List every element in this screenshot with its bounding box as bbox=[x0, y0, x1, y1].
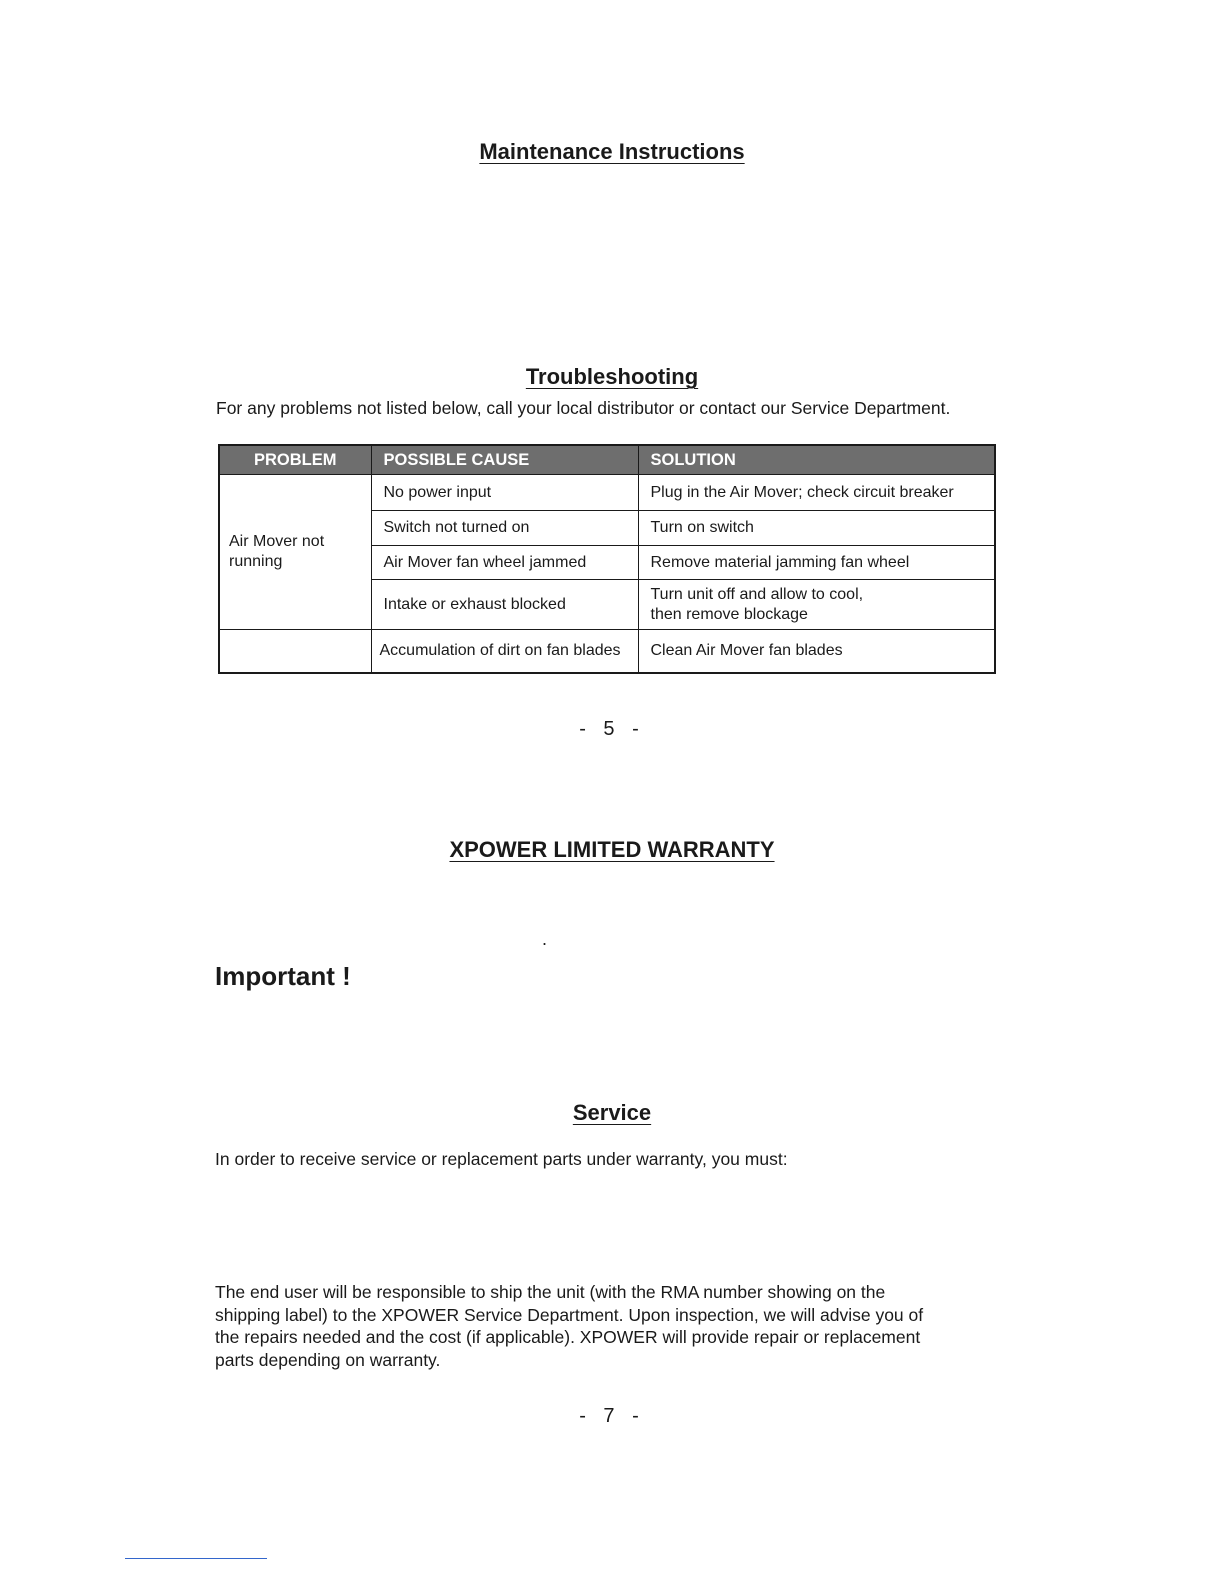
service-intro: In order to receive service or replacement parts under warranty, you must: bbox=[215, 1149, 788, 1169]
cause-cell: No power input bbox=[371, 475, 638, 511]
cause-cell: Air Mover fan wheel jammed bbox=[371, 546, 638, 580]
warranty-section bbox=[0, 837, 1224, 863]
page-number: - 5 - bbox=[579, 718, 645, 740]
service-paragraph bbox=[215, 1281, 1015, 1371]
troubleshooting-intro: For any problems not listed below, call your local distributor or contact our Service Department. bbox=[216, 398, 951, 418]
paragraph-line: the repairs needed and the cost (if applicable). XPOWER will provide repair or replacement bbox=[215, 1327, 921, 1347]
footer-divider bbox=[125, 1558, 267, 1559]
solution-line: then remove blockage bbox=[650, 605, 808, 623]
cause-cell: Accumulation of dirt on fan blades bbox=[371, 630, 638, 673]
troubleshooting-title: Troubleshooting bbox=[525, 364, 699, 389]
problem-cell bbox=[219, 630, 371, 673]
solution-cell: Remove material jamming fan wheel bbox=[638, 546, 995, 580]
column-header-problem: PROBLEM bbox=[219, 445, 371, 475]
problem-text: Air Mover not running bbox=[229, 533, 325, 570]
solution-line: Turn unit off and allow to cool, bbox=[650, 585, 864, 603]
table-row bbox=[219, 475, 995, 511]
service-title: Service bbox=[572, 1100, 652, 1125]
maintenance-section bbox=[0, 139, 1224, 165]
cause-cell: Intake or exhaust blocked bbox=[371, 580, 638, 630]
problem-cell bbox=[219, 475, 371, 630]
column-header-solution: SOLUTION bbox=[638, 445, 995, 475]
table-row bbox=[219, 630, 995, 673]
service-section bbox=[0, 1100, 1224, 1126]
table-header-row bbox=[219, 445, 995, 475]
troubleshooting-section bbox=[0, 364, 1224, 390]
warranty-title: XPOWER LIMITED WARRANTY bbox=[449, 837, 775, 862]
important-label: Important ! bbox=[215, 961, 351, 991]
troubleshooting-table bbox=[218, 444, 996, 674]
solution-cell: Plug in the Air Mover; check circuit breaker bbox=[638, 475, 995, 511]
page-number: - 7 - bbox=[579, 1405, 645, 1427]
solution-cell: Turn on switch bbox=[638, 511, 995, 546]
cause-cell: Switch not turned on bbox=[371, 511, 638, 546]
paragraph-line: parts depending on warranty. bbox=[215, 1349, 441, 1370]
paragraph-line: The end user will be responsible to ship the unit (with the RMA number showing on the bbox=[215, 1282, 886, 1302]
paragraph-line: shipping label) to the XPOWER Service Department. Upon inspection, we will advise you of bbox=[215, 1304, 924, 1325]
stray-dot: . bbox=[542, 929, 548, 949]
solution-cell: Clean Air Mover fan blades bbox=[638, 630, 995, 673]
column-header-cause: POSSIBLE CAUSE bbox=[371, 445, 638, 475]
solution-cell bbox=[638, 580, 995, 630]
maintenance-title: Maintenance Instructions bbox=[479, 139, 745, 164]
